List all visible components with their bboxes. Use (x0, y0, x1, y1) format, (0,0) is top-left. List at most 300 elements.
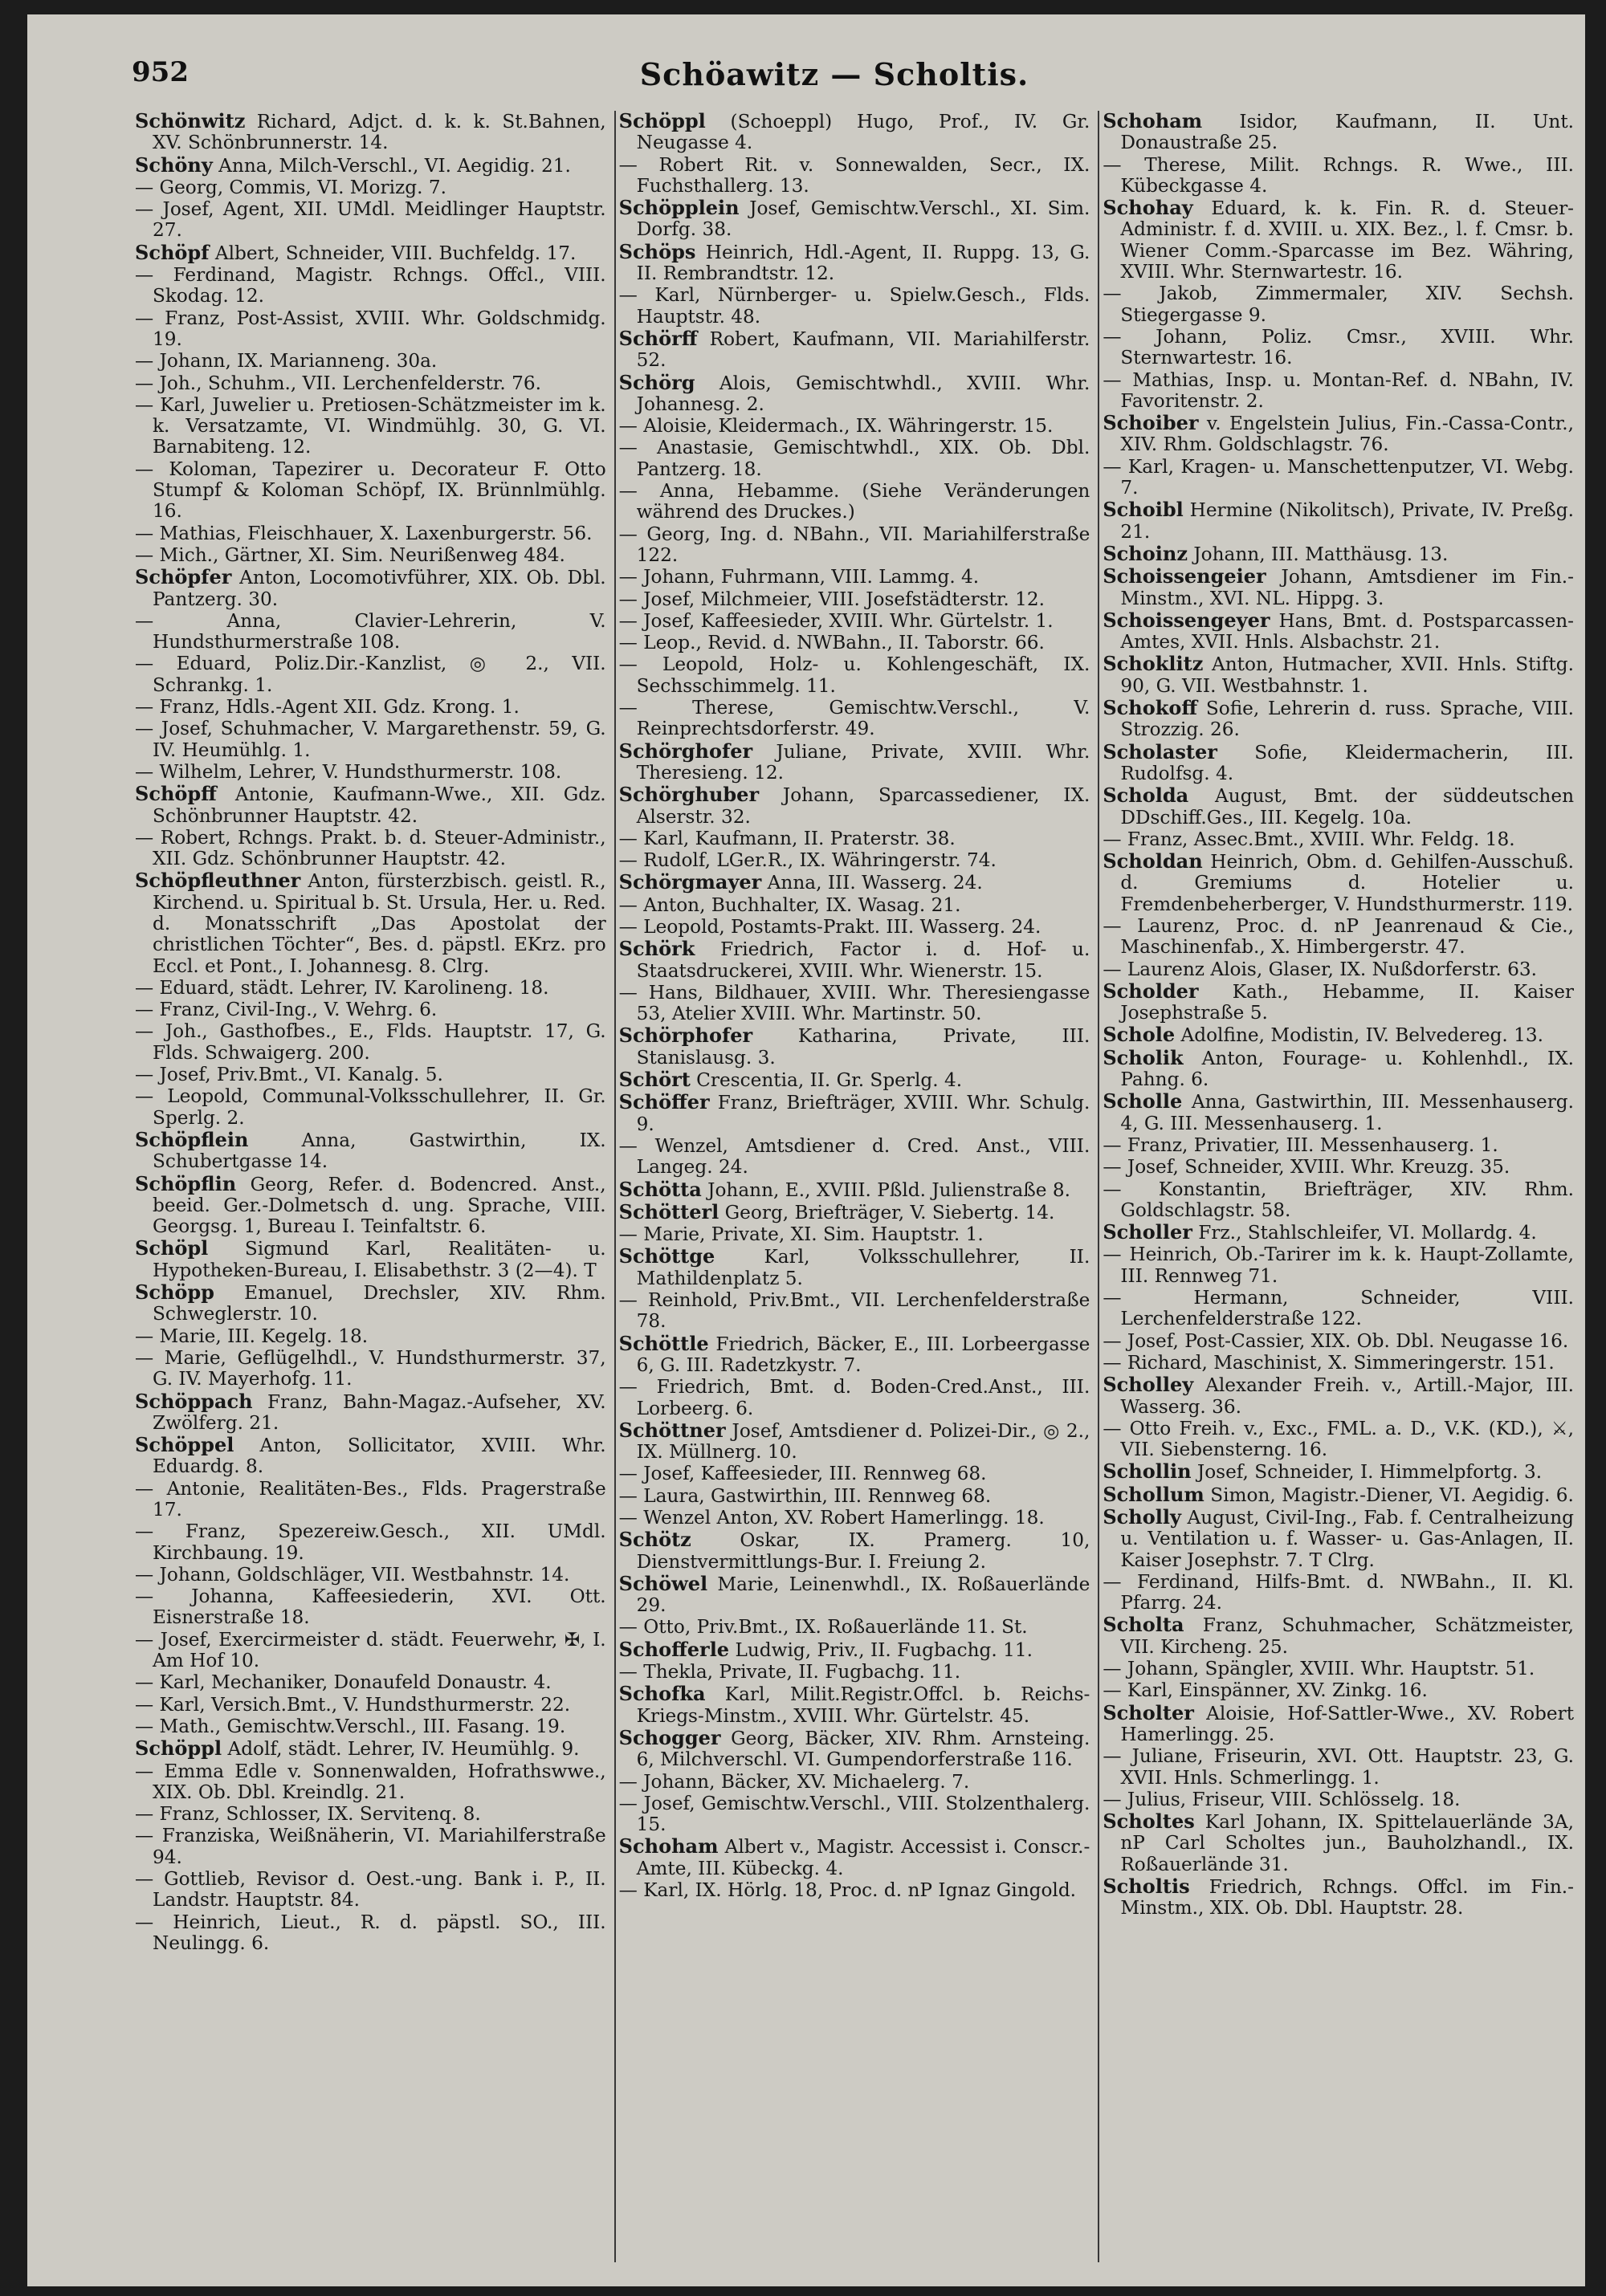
directory-entry (1103, 111, 1574, 154)
entry-surname: Schöppel (135, 1433, 234, 1457)
entry-details: — Anna, Hebamme. (Siehe Veränderungen während des Druckes.) (618, 480, 1090, 523)
entry-details: Anna, III. Wasserg. 24. (761, 872, 983, 894)
directory-entry (1103, 566, 1574, 609)
entry-details: — Marie, III. Kegelg. 18. (135, 1325, 369, 1347)
entry-details: Franz, Schuhmacher, Schätzmeister, VII. Kircheng. 25. (1120, 1614, 1575, 1658)
directory-entry (1103, 653, 1574, 697)
directory-entry (619, 850, 1090, 871)
directory-entry (619, 1573, 1090, 1617)
entry-surname: Scholly (1103, 1505, 1181, 1529)
entry-surname: Schöpl (135, 1236, 209, 1260)
entry-details: — Ferdinand, Magistr. Rchngs. Offcl., VIII. Skodag. 12. (135, 264, 606, 307)
entry-details: Heinrich, Obm. d. Gehilfen-Ausschuß. d. Gremiums d. Hotelier u. Fremdenbeherberger, V. Hundsthurmerstr. 119. (1120, 851, 1575, 915)
directory-entry (135, 762, 606, 783)
directory-entry (619, 372, 1090, 416)
entry-surname: Schört (618, 1068, 691, 1092)
entry-details: Josef, Schneider, I. Himmelpfortg. 3. (1191, 1461, 1543, 1484)
entry-details: — Gottlieb, Revisor d. Oest.-ung. Bank i. P., II. Landstr. Hauptstr. 84. (135, 1868, 606, 1911)
entry-details: — Reinhold, Priv.Bmt., VII. Lerchenfelderstraße 78. (618, 1289, 1090, 1333)
directory-entry (1103, 1700, 1575, 1746)
directory-entry (619, 1662, 1090, 1683)
entry-details: — Mich., Gärtner, XI. Sim. Neurißenweg 484. (135, 543, 565, 566)
entry-details: — Josef, Agent, XII. UMdl. Meidlinger Hauptstr. 27. (135, 198, 606, 242)
directory-entry (135, 653, 606, 696)
directory-entry (135, 177, 606, 198)
directory-entry (135, 1716, 606, 1737)
directory-entry (135, 199, 606, 242)
entry-details: — Wenzel, Amtsdiener d. Cred. Anst., VIII. Langeg. 24. (618, 1134, 1090, 1179)
directory-entry (135, 265, 606, 307)
entry-surname: Schoham (618, 1834, 719, 1858)
directory-entry (135, 1630, 606, 1672)
entry-details: Alois, Gemischtwhdl., XVIII. Whr. Johannesg. 2. (636, 372, 1090, 415)
entry-details: Isidor, Kaufmann, II. Unt. Donaustraße 25. (1120, 111, 1575, 154)
entry-surname: Schörghofer (618, 739, 753, 763)
entry-surname: Schöpplein (618, 196, 740, 220)
directory-entry (135, 1479, 606, 1521)
directory-entry (135, 999, 606, 1020)
entry-details: — Karl, Versich.Bmt., V. Hundsthurmerstr. 22. (135, 1693, 571, 1716)
directory-entry (135, 870, 606, 976)
entry-details: — Emma Edle v. Sonnenwalden, Hofrathswwe., XIX. Ob. Dbl. Kreindlg. 21. (135, 1760, 606, 1803)
directory-entry (619, 155, 1090, 197)
entry-details: (Schoeppl) Hugo, Prof., IV. Gr. Neugasse 4. (636, 111, 1090, 154)
directory-entry (135, 1348, 606, 1390)
entry-details: Sofie, Lehrerin d. russ. Sprache, VIII. Strozzig. 26. (1120, 698, 1575, 741)
entry-details: Josef, Amtsdiener d. Polizei-Dir., ◎ 2., IX. Müllnerg. 10. (636, 1419, 1090, 1463)
entry-details: Josef, Gemischtw.Verschl., XI. Sim. Dorfg. 38. (636, 197, 1090, 241)
entry-surname: Schörgmayer (618, 870, 762, 894)
directory-entry (619, 1683, 1090, 1727)
entry-details: — Konstantin, Briefträger, XIV. Rhm. Goldschlagstr. 58. (1103, 1178, 1575, 1221)
entry-surname: Scholder (1103, 979, 1199, 1003)
entry-details: — Karl, Kragen- u. Manschettenputzer, VI. Webg. 7. (1103, 455, 1575, 499)
directory-entry (1103, 1419, 1574, 1461)
entry-surname: Schöppach (135, 1389, 253, 1413)
directory-entry (1103, 1746, 1574, 1789)
directory-entry (1103, 1024, 1574, 1046)
entry-details: — Jakob, Zimmermaler, XIV. Sechsh. Stiegergasse 9. (1103, 283, 1575, 326)
entry-surname: Scholik (1103, 1045, 1184, 1069)
entry-details: — Joh., Schuhm., VII. Lerchenfelderstr. 76. (135, 372, 541, 394)
directory-entry (619, 895, 1090, 916)
directory-entry (135, 567, 606, 610)
entry-details: Anton, Locomotivführer, XIX. Ob. Dbl. Pantzerg. 30. (153, 567, 606, 610)
entry-details: Johann, Sparcassediener, IX. Alserstr. 32. (636, 784, 1090, 828)
entry-surname: Schöpf (135, 240, 210, 264)
entry-surname: Schoissengeyer (1103, 608, 1270, 632)
entry-surname: Scholda (1103, 784, 1189, 808)
directory-entry (619, 938, 1090, 982)
directory-entry (619, 611, 1090, 632)
directory-entry (135, 1695, 606, 1716)
entry-surname: Schollum (1103, 1482, 1204, 1506)
entry-details: — Karl, Kaufmann, II. Praterstr. 38. (618, 827, 956, 849)
directory-entry (1103, 916, 1574, 959)
directory-entry (1103, 1331, 1574, 1352)
directory-entry (135, 1586, 606, 1629)
entry-details: — Franz, Spezereiw.Gesch., XII. UMdl. Kirchbaung. 19. (135, 1520, 606, 1564)
entry-details: — Laurenz Alois, Glaser, IX. Nußdorferstr. 63. (1103, 958, 1537, 980)
entry-details: — Joh., Gasthofbes., E., Flds. Hauptstr. 17, G. Flds. Schwaigerg. 200. (135, 1020, 606, 1064)
entry-details: Eduard, k. k. Fin. R. d. Steuer-Administr. f. d. XVIII. u. XIX. Bez., l. f. Cmsr. b. Wiener Comm.-Sparcasse im Bez. Währing, XVIII. Whr. Sternwartestr. 16. (1120, 197, 1575, 283)
directory-entry (619, 1246, 1090, 1289)
directory-entry (619, 872, 1090, 894)
entry-details: Richard, Adjct. d. k. k. St.Bahnen, XV. Schönbrunnerstr. 14. (153, 111, 606, 154)
entry-details: Simon, Magistr.-Diener, VI. Aegidig. 6. (1204, 1484, 1574, 1506)
directory-entry (135, 1521, 606, 1564)
entry-details: — Josef, Kaffeesieder, III. Rennweg 68. (618, 1463, 987, 1485)
directory-entry (1103, 1659, 1574, 1679)
directory-entry (619, 917, 1090, 938)
directory-entry (135, 1435, 606, 1478)
entry-details: — Otto, Priv.Bmt., IX. Roßauerlände 11. St. (618, 1616, 1028, 1639)
entry-surname: Schollin (1103, 1459, 1192, 1484)
entry-details: — Marie, Private, XI. Sim. Hauptstr. 1. (618, 1223, 984, 1246)
entry-details: — Johann, Bäcker, XV. Michaelerg. 7. (618, 1770, 970, 1793)
page-number: 952 (132, 56, 189, 88)
entry-surname: Schöpp (135, 1280, 214, 1305)
entry-details: — Josef, Exercirmeister d. städt. Feuerwehr, ✠, I. Am Hof 10. (135, 1628, 606, 1672)
entry-details: — Karl, Einspänner, XV. Zinkg. 16. (1103, 1679, 1428, 1702)
entry-details: — Heinrich, Ob.-Tarirer im k. k. Haupt-Zollamte, III. Rennweg 71. (1103, 1244, 1575, 1287)
entry-details: — Franz, Privatier, III. Messenhauserg. 1. (1103, 1134, 1498, 1156)
entry-details: — Julius, Friseur, VIII. Schlösselg. 18. (1103, 1788, 1461, 1810)
entry-details: Antonie, Kaufmann-Wwe., XII. Gdz. Schönbrunner Hauptstr. 42. (153, 784, 606, 827)
directory-entry (1103, 1157, 1574, 1178)
directory-entry (619, 1463, 1090, 1484)
entry-details: — Friedrich, Bmt. d. Boden-Cred.Anst., III. Lorbeerg. 6. (618, 1376, 1090, 1419)
entry-details: August, Bmt. der süddeutschen DDschiff.Ges., III. Kegelg. 10a. (1120, 785, 1575, 828)
entry-details: Robert, Kaufmann, VII. Mariahilferstr. 52. (636, 328, 1090, 372)
entry-details: Friedrich, Rchngs. Offcl. im Fin.-Minstm., XIX. Ob. Dbl. Hauptstr. 28. (1120, 1876, 1575, 1919)
entry-surname: Schönwitz (135, 111, 246, 132)
entry-surname: Schöpflein (135, 1127, 249, 1151)
directory-entry (1103, 543, 1574, 565)
entry-details: — Leopold, Holz- u. Kohlengeschäft, IX. Sechsschimmelg. 11. (618, 653, 1090, 697)
column-middle (614, 111, 1094, 2262)
directory-entry (135, 1391, 606, 1435)
directory-entry (619, 1069, 1090, 1091)
entry-details: — Karl, Mechaniker, Donaufeld Donaustr. 4. (135, 1671, 552, 1694)
directory-entry (619, 633, 1090, 653)
entry-surname: Schöttge (618, 1244, 715, 1268)
directory-entry (135, 308, 606, 351)
entry-surname: Schogger (618, 1725, 721, 1749)
entry-details: Sigmund Karl, Realitäten- u. Hypotheken-Bureau, I. Elisabethstr. 3 (2—4). T (153, 1238, 606, 1281)
entry-surname: Schöpfer (135, 565, 232, 589)
entry-details: Adolfine, Modistin, IV. Belvedereg. 13. (1175, 1024, 1544, 1047)
entry-surname: Schöps (618, 239, 696, 263)
entry-details: Oskar, IX. Pramerg. 10, Dienstvermittlungs-Bur. I. Freiung 2. (636, 1529, 1090, 1573)
entry-details: — Wenzel Anton, XV. Robert Hamerlingg. 18. (618, 1507, 1045, 1529)
entry-details: Frz., Stahlschleifer, VI. Mollardg. 4. (1192, 1222, 1537, 1244)
entry-details: — Franz, Civil-Ing., V. Wehrg. 6. (135, 999, 438, 1021)
entry-details: — Josef, Post-Cassier, XIX. Ob. Dbl. Neugasse 16. (1103, 1329, 1569, 1352)
entry-details: Anton, Hutmacher, XVII. Hnls. Stiftg. 90, G. VII. Westbahnstr. 1. (1120, 653, 1575, 697)
entry-details: — Thekla, Private, II. Fugbachg. 11. (618, 1661, 961, 1683)
entry-surname: Scholdan (1103, 849, 1203, 873)
entry-details: Johann, Amtsdiener im Fin.-Minstm., XVI. NL. Hippg. 3. (1120, 566, 1575, 609)
column-left (132, 111, 609, 2262)
entry-details: Georg, Briefträger, V. Siebertg. 14. (719, 1201, 1055, 1223)
directory-entry (135, 155, 606, 177)
directory-entry (1103, 785, 1574, 828)
entry-surname: Schokoff (1103, 696, 1198, 720)
entry-surname: Schöpfleuthner (135, 869, 301, 893)
directory-entry (619, 1377, 1090, 1419)
entry-details: — Johann, Spängler, XVIII. Whr. Hauptstr. 51. (1103, 1658, 1535, 1680)
entry-surname: Scholter (1103, 1700, 1194, 1724)
entry-details: Karl, Volksschullehrer, II. Mathildenplatz 5. (636, 1246, 1090, 1289)
entry-details: — Robert, Rchngs. Prakt. b. d. Steuer-Administr., XII. Gdz. Schönbrunner Hauptstr. 42. (135, 826, 606, 870)
directory-entry (1103, 1135, 1574, 1156)
entry-details: — Karl, Nürnberger- u. Spielw.Gesch., Flds. Hauptstr. 48. (618, 284, 1090, 328)
directory-entry (619, 416, 1090, 437)
entry-surname: Schöppl (135, 1736, 222, 1761)
directory-entry (618, 1725, 1090, 1771)
entry-surname: Schörk (618, 937, 695, 961)
directory-entry (619, 1290, 1090, 1333)
entry-surname: Scholaster (1103, 739, 1217, 763)
entry-details: Anton, Sollicitator, XVIII. Whr. Eduardg. 8. (153, 1435, 606, 1478)
entry-details: — Rudolf, LGer.R., IX. Währingerstr. 74. (618, 849, 997, 872)
directory-entry (619, 828, 1090, 849)
directory-entry (1103, 1614, 1574, 1658)
entry-details: — Franz, Schlosser, IX. Servitenq. 8. (135, 1803, 481, 1826)
entry-surname: Schöny (135, 153, 213, 177)
directory-entry (619, 524, 1090, 567)
entry-details: Anna, Gastwirthin, IX. Schubertgasse 14. (153, 1129, 606, 1173)
directory-entry (619, 285, 1090, 328)
directory-entry (1103, 1572, 1574, 1614)
directory-entry (135, 1127, 606, 1173)
directory-entry (1103, 413, 1574, 456)
directory-entry (619, 1224, 1090, 1245)
entry-details: — Franz, Post-Assist, XVIII. Whr. Goldschmidg. 19. (135, 307, 606, 350)
directory-entry (619, 1508, 1090, 1529)
entry-details: — Ferdinand, Hilfs-Bmt. d. NWBahn., II. Kl. Pfarrg. 24. (1103, 1570, 1575, 1614)
entry-details: — Therese, Gemischtw.Verschl., V. Reinprechtsdorferstr. 49. (618, 697, 1090, 740)
entry-details: Emanuel, Drechsler, XIV. Rhm. Schweglerstr. 10. (153, 1282, 606, 1325)
directory-entry (1103, 370, 1574, 413)
directory-entry (135, 111, 606, 154)
entry-surname: Schöpflin (135, 1171, 237, 1195)
entry-details: — Otto Freih. v., Exc., FML. a. D., V.K. (KD.), ⚔, VII. Siebensterng. 16. (1103, 1417, 1575, 1461)
entry-surname: Schofferle (618, 1637, 730, 1661)
directory-entry (619, 1025, 1090, 1069)
entry-details: — Karl, Juwelier u. Pretiosen-Schätzmeister im k. k. Versatzamte, VI. Windmühlg. 30, G. VI. Barnabiteng. 12. (135, 393, 606, 458)
entry-surname: Schötta (618, 1177, 702, 1201)
entry-details: August, Civil-Ing., Fab. f. Centralheizung u. Ventilation u. f. Wasser- u. Gas-Anlagen, II. Kaiser Josephstr. 7. T Clrg. (1120, 1507, 1575, 1571)
directory-entry (135, 351, 606, 372)
entry-surname: Schöppl (618, 111, 706, 132)
entry-details: — Koloman, Tapezirer u. Decorateur F. Otto Stumpf & Koloman Schöpf, IX. Brünnlmühlg. 16. (135, 458, 606, 523)
entry-surname: Schole (1103, 1023, 1176, 1047)
directory-entry (135, 523, 606, 544)
entry-details: Hermine (Nikolitsch), Private, IV. Preßg. 21. (1120, 499, 1575, 543)
entry-details: Anton, fürsterzbisch. geistl. R., Kirchend. u. Spiritual b. St. Ursula, Her. u. Red. d. Monatsschrift „Das Apostolat der christlichen Töchter“, Bes. d. päpstl. EKrz. pro Eccl. et Pont., I. Johannesg. 8. Clrg. (153, 870, 606, 977)
entry-details: — Josef, Milchmeier, VIII. Josefstädterstr. 12. (618, 588, 1046, 610)
entry-surname: Schohay (1103, 196, 1193, 220)
directory-page (27, 14, 1585, 2286)
entry-details: — Josef, Schneider, XVIII. Whr. Kreuzg. 35. (1103, 1156, 1510, 1179)
entry-details: — Aloisie, Kleidermach., IX. Währingerstr. 15. (618, 415, 1054, 438)
directory-entry (619, 983, 1090, 1025)
entry-surname: Schöwel (618, 1571, 708, 1595)
entry-details: — Mathias, Fleischhauer, X. Laxenburgerstr. 56. (135, 522, 593, 544)
directory-entry (619, 567, 1090, 588)
directory-entry (1103, 1244, 1574, 1287)
directory-entry (135, 1238, 606, 1281)
directory-entry (135, 611, 606, 653)
directory-entry (1103, 1484, 1574, 1506)
entry-details: — Hans, Bildhauer, XVIII. Whr. Theresiengasse 53, Atelier XVIII. Whr. Martinstr. 50. (618, 981, 1090, 1025)
directory-entry (135, 1869, 606, 1911)
directory-entry (619, 1772, 1090, 1793)
directory-entry (1103, 1222, 1574, 1244)
entry-details: — Eduard, städt. Lehrer, IV. Karolineng. 18. (135, 976, 549, 999)
entry-surname: Schoiber (1103, 411, 1199, 435)
entry-details: — Eduard, Poliz.Dir.-Kanzlist, ◎ 2., VII. Schrankg. 1. (135, 653, 606, 696)
entry-surname: Schörg (618, 370, 695, 394)
directory-entry (619, 1793, 1090, 1836)
directory-entry (1103, 1461, 1574, 1483)
directory-entry (619, 654, 1090, 697)
directory-entry (1103, 283, 1574, 326)
directory-entry (619, 1617, 1090, 1638)
entry-details: — Robert Rit. v. Sonnewalden, Secr., IX. Fuchsthallerg. 13. (618, 153, 1090, 197)
entry-details: Johann, III. Matthäusg. 13. (1187, 543, 1449, 565)
directory-entry (135, 1086, 606, 1129)
entry-details: — Laura, Gastwirthin, III. Rennweg 68. (618, 1484, 992, 1507)
directory-entry (1103, 1353, 1574, 1374)
directory-entry (135, 1282, 606, 1325)
entry-details: — Franz, Hdls.-Agent XII. Gdz. Krong. 1. (135, 696, 520, 719)
directory-entry (1103, 959, 1574, 980)
directory-entry (135, 1804, 606, 1825)
directory-entry (135, 1672, 606, 1693)
entry-details: Hans, Bmt. d. Postsparcassen-Amtes, XVII. Hnls. Alsbachstr. 21. (1120, 609, 1575, 653)
directory-entry (135, 1912, 606, 1955)
entry-details: Anna, Gastwirthin, III. Messenhauserg. 4, G. III. Messenhauserg. 1. (1120, 1091, 1575, 1134)
entry-details: — Wilhelm, Lehrer, V. Hundsthurmerstr. 108. (135, 760, 562, 783)
directory-columns (132, 111, 1577, 2270)
entry-surname: Schörphofer (618, 1024, 753, 1048)
entry-details: Anna, Milch-Verschl., VI. Aegidig. 21. (212, 154, 571, 177)
entry-surname: Scholler (1103, 1220, 1192, 1244)
directory-entry (619, 1136, 1090, 1179)
directory-entry (135, 719, 606, 761)
directory-entry (619, 197, 1090, 241)
directory-entry (135, 697, 606, 718)
entry-details: — Marie, Geflügelhdl., V. Hundsthurmerstr. 37, G. IV. Mayerhofg. 11. (135, 1346, 606, 1390)
entry-surname: Scholtes (1103, 1810, 1195, 1834)
entry-details: Friedrich, Bäcker, E., III. Lorbeergasse 6, G. III. Radetzkystr. 7. (636, 1333, 1090, 1376)
directory-entry (618, 239, 1090, 285)
directory-entry (619, 698, 1090, 740)
directory-entry (1103, 1680, 1574, 1701)
entry-details: — Therese, Milit. Rchngs. R. Wwe., III. Kübeckgasse 4. (1103, 153, 1575, 197)
directory-entry (619, 741, 1090, 784)
directory-entry (619, 1529, 1090, 1573)
directory-entry (1103, 155, 1574, 197)
entry-details: Karl, Milit.Registr.Offcl. b. Reichs-Kriegs-Minstm., XVIII. Whr. Gürtelstr. 45. (636, 1683, 1090, 1727)
directory-entry (1103, 739, 1575, 785)
directory-entry (1103, 457, 1574, 499)
entry-details: Franz, Bahn-Magaz.-Aufseher, XV. Zwölferg. 21. (153, 1390, 606, 1434)
directory-entry (619, 1420, 1090, 1463)
entry-details: Anton, Fourage- u. Kohlenhdl., IX. Pahng. 6. (1120, 1047, 1575, 1091)
entry-details: — Georg, Commis, VI. Morizg. 7. (135, 176, 446, 198)
directory-entry (135, 459, 606, 523)
entry-surname: Schöpff (135, 782, 217, 806)
directory-entry (135, 1171, 606, 1238)
entry-details: — Laurenz, Proc. d. nP Jeanrenaud & Cie., Maschinenfab., X. Himbergerstr. 47. (1103, 914, 1575, 959)
entry-details: Alexander Freih. v., Artill.-Major, III. Wasserg. 36. (1120, 1374, 1575, 1418)
directory-entry (1103, 1374, 1574, 1418)
directory-entry (618, 1199, 1090, 1223)
entry-details: Katharina, Private, III. Stanislausg. 3. (636, 1025, 1090, 1069)
directory-entry (1103, 197, 1574, 283)
entry-surname: Schofka (618, 1682, 706, 1706)
directory-entry (619, 481, 1090, 523)
entry-surname: Schoissengeier (1103, 564, 1266, 588)
directory-entry (1103, 1876, 1574, 1919)
entry-details: Adolf, städt. Lehrer, IV. Heumühlg. 9. (222, 1738, 580, 1761)
entry-details: Franz, Briefträger, XVIII. Whr. Schulg. 9. (636, 1092, 1090, 1135)
entry-details: v. Engelstein Julius, Fin.-Cassa-Contr., XIV. Rhm. Goldschlagstr. 76. (1120, 413, 1575, 456)
entry-details: — Josef, Schuhmacher, V. Margarethenstr. 59, G. IV. Heumühlg. 1. (135, 718, 606, 761)
entry-details: Crescentia, II. Gr. Sperlg. 4. (690, 1069, 963, 1092)
entry-details: — Heinrich, Lieut., R. d. päpstl. SO., III. Neulingg. 6. (135, 1911, 606, 1954)
directory-entry (1103, 981, 1574, 1024)
entry-details: — Leop., Revid. d. NWBahn., II. Taborstr. 66. (618, 632, 1045, 654)
entry-details: Ludwig, Priv., II. Fugbachg. 11. (729, 1639, 1033, 1661)
directory-entry (1103, 698, 1574, 741)
entry-details: — Anna, Clavier-Lehrerin, V. Hundsthurmerstraße 108. (135, 609, 606, 653)
directory-entry (135, 242, 606, 264)
entry-details: — Anton, Buchhalter, IX. Wasag. 21. (618, 894, 961, 916)
directory-entry (135, 1826, 606, 1868)
directory-entry (619, 111, 1090, 154)
entry-details: Sofie, Kleidermacherin, III. Rudolfsg. 4. (1120, 741, 1575, 784)
directory-entry (1103, 1811, 1574, 1875)
directory-entry (135, 1326, 606, 1347)
directory-entry (619, 1092, 1090, 1135)
directory-entry (135, 1565, 606, 1586)
directory-entry (135, 978, 606, 999)
entry-details: — Johanna, Kaffeesiederin, XVI. Ott. Eisnerstraße 18. (135, 1586, 606, 1629)
directory-entry (135, 1021, 606, 1064)
entry-details: Albert, Schneider, VIII. Buchfeldg. 17. (209, 242, 577, 264)
entry-surname: Scholtis (1103, 1875, 1190, 1899)
entry-details: — Leopold, Postamts-Prakt. III. Wasserg. 24. (618, 915, 1041, 938)
directory-entry (1103, 829, 1574, 850)
entry-details: — Johann, IX. Marianneng. 30a. (135, 350, 438, 372)
entry-details: Georg, Refer. d. Bodencred. Anst., beeid. Ger.-Dolmetsch d. ung. Sprache, VIII. Georgsg. 1, Bureau I. Teinfaltstr. 6. (153, 1173, 606, 1238)
directory-entry (1103, 327, 1574, 369)
entry-details: — Leopold, Communal-Volksschullehrer, II. Gr. Sperlg. 2. (135, 1085, 606, 1129)
entry-surname: Scholley (1103, 1373, 1194, 1397)
directory-entry (1103, 1179, 1574, 1222)
entry-surname: Schötz (618, 1528, 691, 1552)
entry-details: — Johann, Fuhrmann, VIII. Lammg. 4. (618, 566, 980, 588)
entry-details: Juliane, Private, XVIII. Whr. Theresieng. 12. (636, 740, 1090, 784)
directory-entry (619, 1486, 1090, 1507)
directory-entry (1103, 499, 1574, 543)
entry-surname: Schöttle (618, 1331, 709, 1355)
